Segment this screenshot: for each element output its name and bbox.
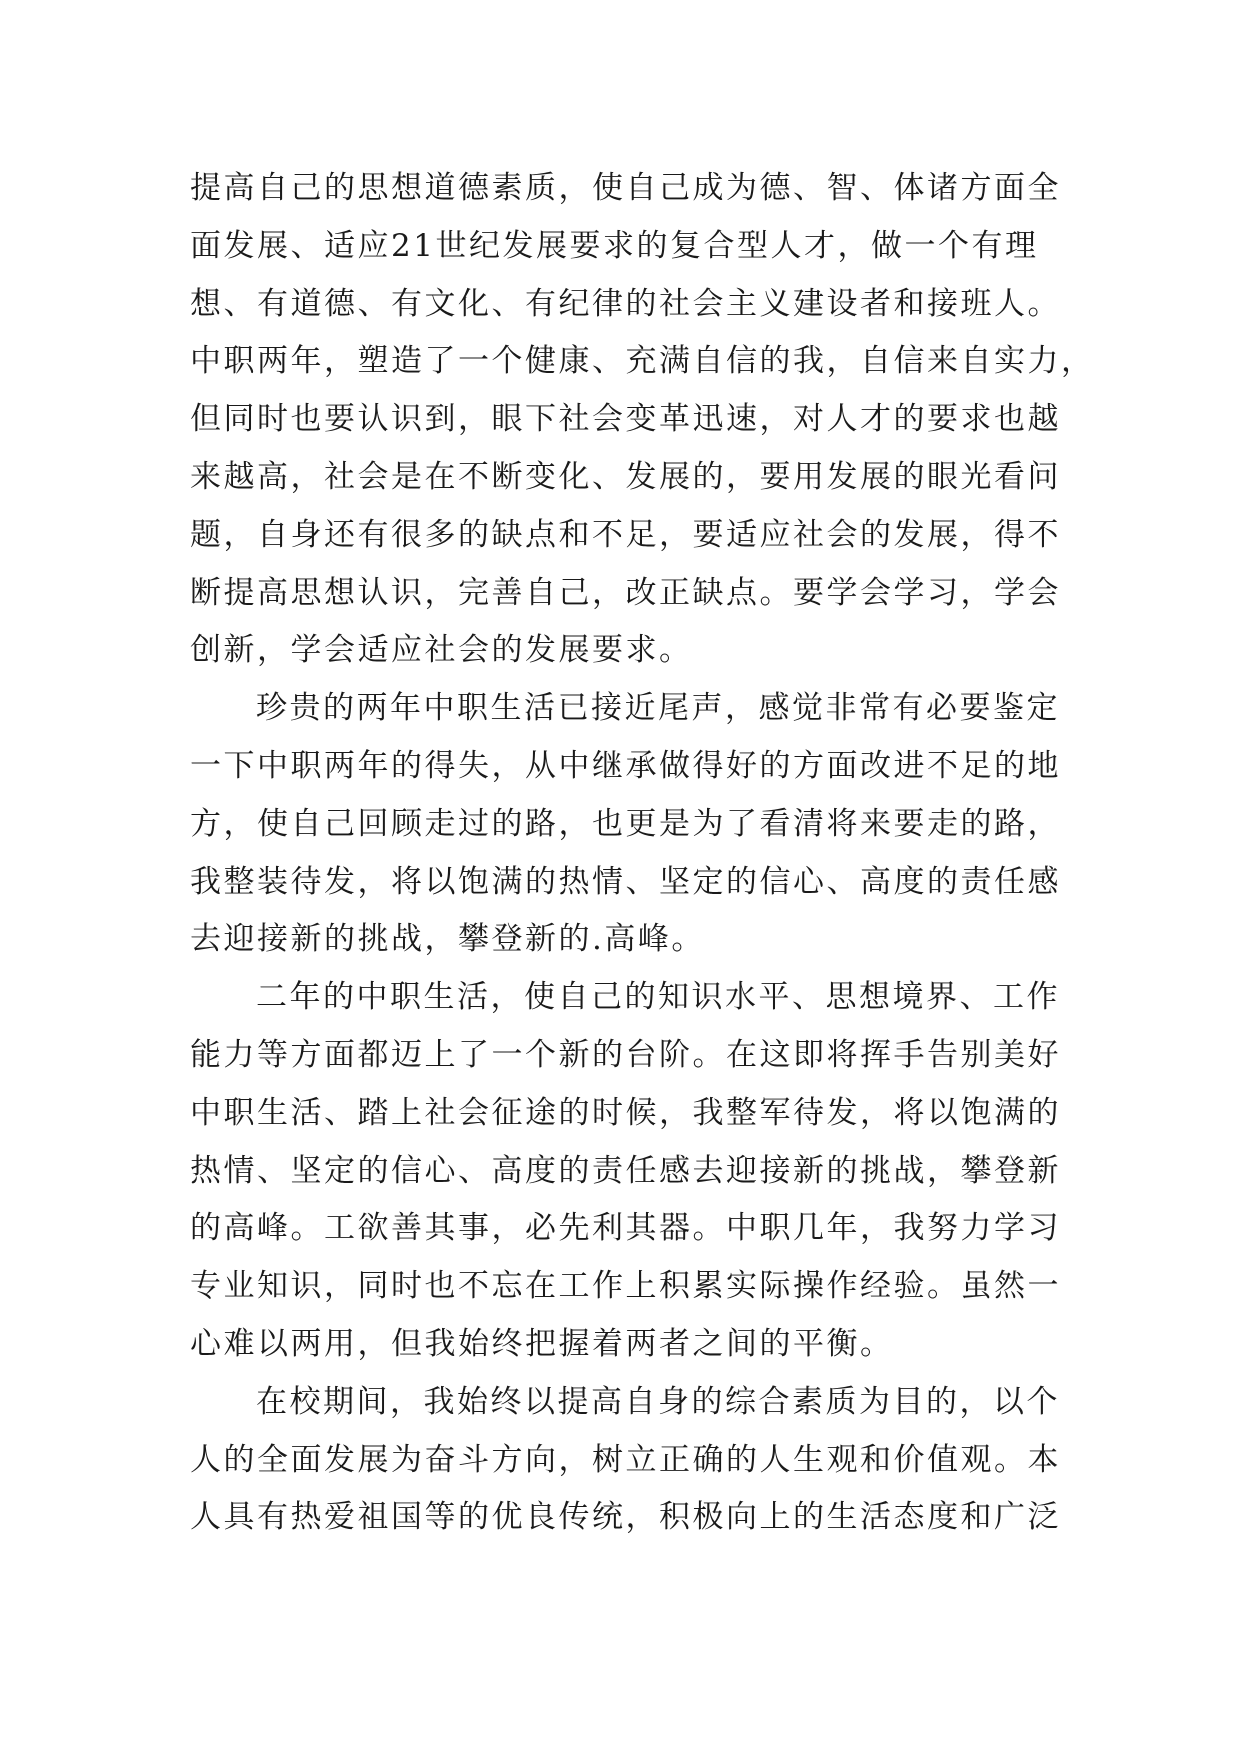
text-line: 在校期间，我始终以提高自身的综合素质为目的，以个: [256, 1383, 1060, 1420]
paragraph-3: [190, 969, 1070, 1374]
text-line: 人具有热爱祖国等的优良传统，积极向上的生活态度和广泛: [190, 1499, 1061, 1536]
text-line: 我整装待发，将以饱满的热情、坚定的信心、高度的责任感: [190, 863, 1061, 900]
text-line: 能力等方面都迈上了一个新的台阶。在这即将挥手告别美好: [190, 1036, 1061, 1073]
document-body: [190, 160, 1095, 1547]
text-line: 珍贵的两年中职生活已接近尾声，感觉非常有必要鉴定: [256, 690, 1060, 727]
paragraph-1: [190, 160, 1095, 680]
text-line: 来越高，社会是在不断变化、发展的，要用发展的眼光看问: [190, 458, 1061, 495]
text-line: 想、有道德、有文化、有纪律的社会主义建设者和接班人。: [190, 285, 1061, 322]
text-line: 一下中职两年的得失，从中继承做得好的方面改进不足的地: [190, 747, 1061, 784]
text-line: 去迎接新的挑战，攀登新的.高峰。: [190, 921, 705, 958]
text-line: 方，使自己回顾走过的路，也更是为了看清将来要走的路，: [190, 805, 1061, 842]
paragraph-4: [190, 1374, 1070, 1547]
text-line: 断提高思想认识，完善自己，改正缺点。要学会学习，学会: [190, 574, 1061, 611]
text-line: 中职生活、踏上社会征途的时候，我整军待发，将以饱满的: [190, 1094, 1061, 1131]
text-line: 提高自己的思想道德素质，使自己成为德、智、体诸方面全: [190, 170, 1061, 206]
text-line: 中职两年，塑造了一个健康、充满自信的我，自信来自实力，: [190, 343, 1095, 380]
text-line: 心难以两用，但我始终把握着两者之间的平衡。: [190, 1325, 894, 1362]
text-line: 专业知识，同时也不忘在工作上积累实际操作经验。虽然一: [190, 1268, 1061, 1305]
text-line: 二年的中职生活，使自己的知识水平、思想境界、工作: [256, 979, 1060, 1016]
paragraph-2: [190, 680, 1070, 969]
text-line: 面发展、适应21世纪发展要求的复合型人才，做一个有理: [190, 227, 1039, 264]
text-line: 但同时也要认识到，眼下社会变革迅速，对人才的要求也越: [190, 401, 1061, 438]
text-line: 人的全面发展为奋斗方向，树立正确的人生观和价值观。本: [190, 1441, 1061, 1478]
text-line: 题，自身还有很多的缺点和不足，要适应社会的发展，得不: [190, 516, 1061, 553]
text-line: 热情、坚定的信心、高度的责任感去迎接新的挑战，攀登新: [190, 1152, 1061, 1189]
text-line: 创新，学会适应社会的发展要求。: [190, 632, 693, 669]
text-line: 的高峰。工欲善其事，必先利其器。中职几年，我努力学习: [190, 1210, 1061, 1247]
